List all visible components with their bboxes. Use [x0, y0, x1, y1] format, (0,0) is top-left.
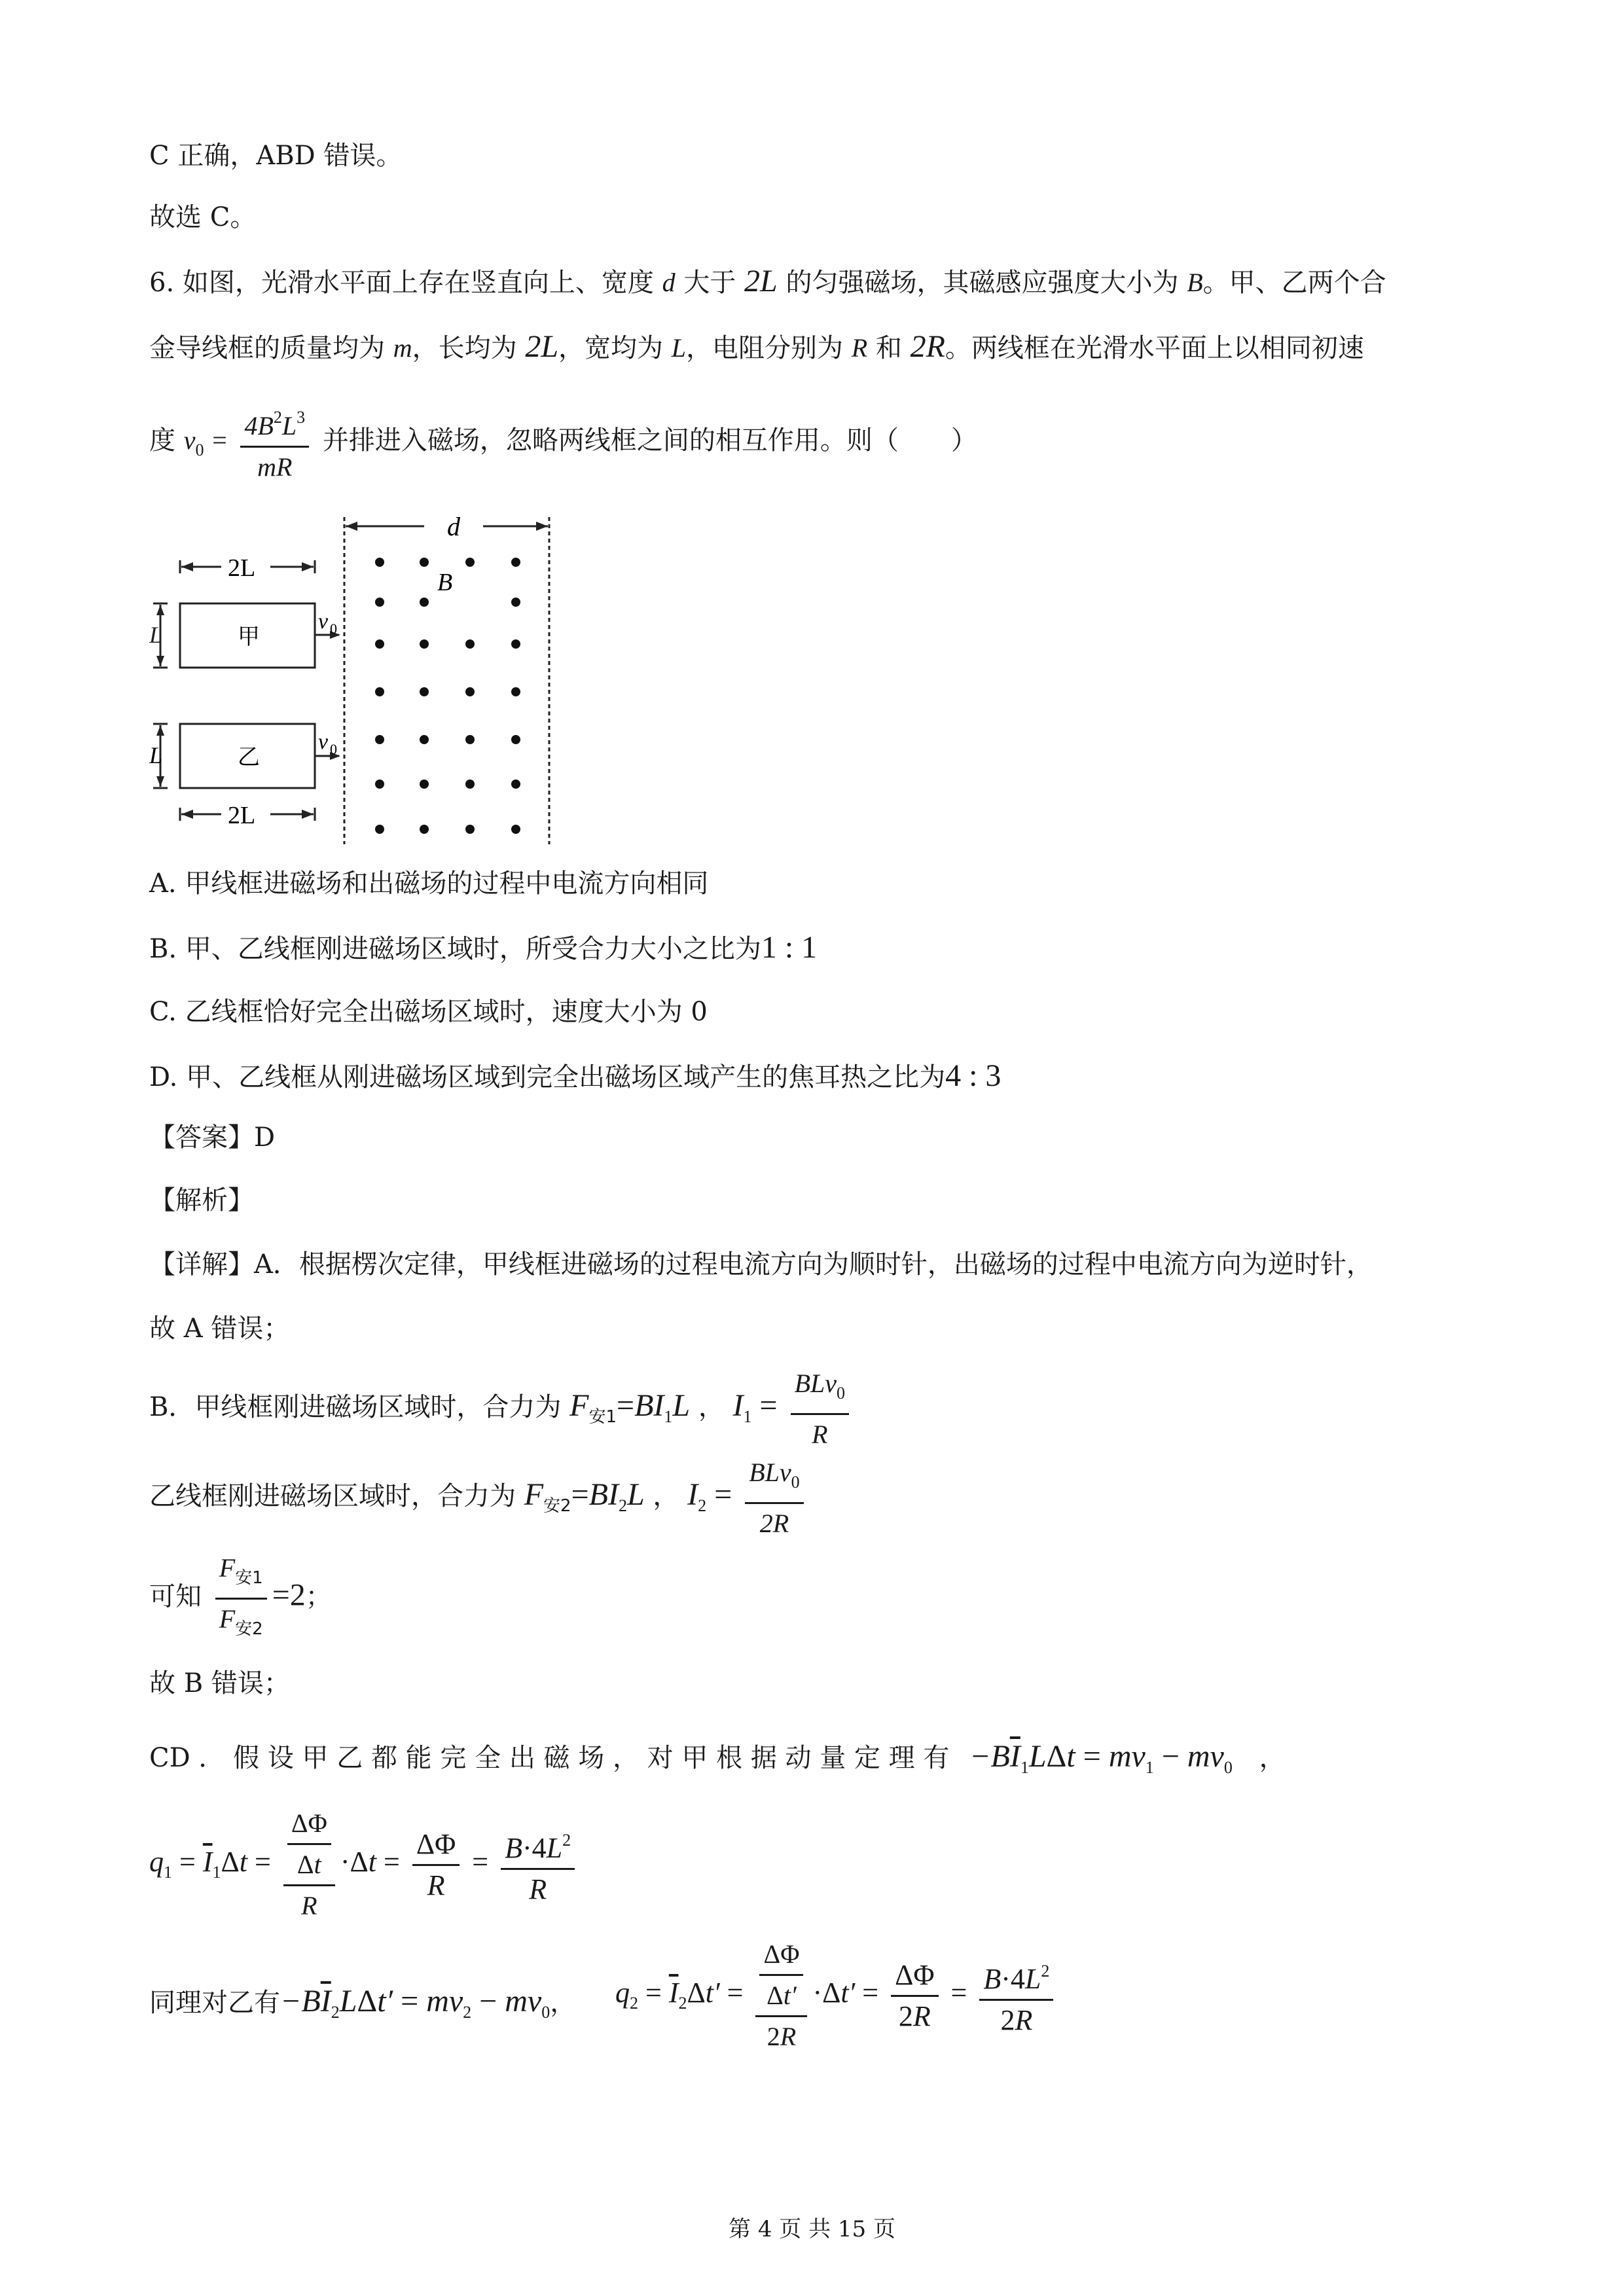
question-line-2: 金导线框的质量均为 m，长均为 2L，宽均为 L，电阻分别为 R 和 2R。两线框在光滑水平面上以相同初速 [149, 329, 1364, 364]
field-dot [420, 825, 429, 834]
svg-text:0: 0 [330, 620, 337, 637]
frame-yi-label: 乙 [238, 744, 260, 770]
b-line-3: 可知 $\frac{F_{安1}}{F_{安2}}$ =2； [149, 1551, 332, 1646]
line-conclusion: C 正确，ABD 错误。 [149, 141, 403, 171]
cd-line-1: CD ． 假 设 甲 乙 都 能 完 全 出 磁 场 ， 对 甲 根 据 动 量 定 理 有 $-B\overline{I}_1L\Delta t = mv_1 - mv_0$ ， [149, 1739, 1286, 1777]
field-dot [375, 639, 384, 649]
detail-line-2: 故 A 错误； [149, 1314, 290, 1344]
field-dot [375, 687, 384, 696]
field-dot [465, 639, 475, 649]
equation-q2: $q_2 = \overline{I}_2\Delta t'$ = $\frac{\frac{\Delta\Phi}{\Delta t'}}{2R}$ ·Δt′ = $\frac{\Delta\Phi}{2R}$ = $\frac{B\cdot 4L^2}{2R}$ [615, 1937, 1058, 2054]
label-v0-top: v [318, 609, 329, 634]
magnetic-field-figure [149, 511, 568, 851]
field-dot [465, 558, 475, 567]
field-dot [375, 825, 384, 834]
field-dot [465, 825, 475, 834]
field-dot [511, 598, 520, 607]
field-dot [375, 558, 384, 567]
option-b: B. 甲、乙线框刚进磁场区域时，所受合力大小之比为1 : 1 [149, 930, 818, 965]
question-line-1: 6. 如图，光滑水平面上存在竖直向上、宽度 d 大于 2L 的匀强磁场，其磁感应强度大小为 B。甲、乙两个合 [149, 264, 1386, 298]
b-line-1: B．甲线框刚进磁场区域时，合力为 $F_{安1}=BI_1L$ ， $I_1$ = $\frac{BLv_0}{R}$ [149, 1367, 854, 1452]
field-dot [465, 780, 475, 789]
label-L-bottom: L [149, 742, 163, 768]
field-dot [375, 735, 384, 744]
detail-line-1: 【详解】A．根据楞次定律，甲线框进磁场的过程电流方向为顺时针，出磁场的过程中电流方向为逆时针， [149, 1249, 1373, 1280]
option-c: C. 乙线框恰好完全出磁场区域时，速度大小为 0 [149, 997, 708, 1027]
page-footer: 第 4 页 共 15 页 [729, 2216, 895, 2242]
label-B: B [437, 569, 453, 596]
field-dot [465, 735, 475, 744]
field-dot [511, 825, 520, 834]
answer: 【答案】D [149, 1122, 276, 1153]
cd-line-3: 同理对乙有$-B\overline{I}_2L\Delta t' = mv_2 - mv_0$， [149, 1984, 577, 2022]
field-dot [375, 598, 384, 607]
label-v0-bottom: v [318, 730, 329, 754]
label-d: d [447, 512, 460, 541]
field-dot [375, 780, 384, 789]
field-dots [375, 558, 520, 834]
field-dot [420, 687, 429, 696]
b-line-2: 乙线框刚进磁场区域时，合力为 $F_{安2}=BI_2L$ ， $I_2$ = $\frac{BLv_0}{2R}$ [149, 1456, 809, 1541]
label-2L-top: 2L [228, 554, 256, 582]
svg-text:0: 0 [330, 741, 337, 757]
field-dot [420, 598, 429, 607]
question-line-3: 度 $v_0$ = $\frac{4B^2L^3}{mR}$ 并排进入磁场，忽略两线框之间的相互作用。则（ ） [149, 401, 977, 484]
option-a: A. 甲线框进磁场和出磁场的过程中电流方向相同 [149, 869, 709, 899]
analysis-heading: 【解析】 [149, 1185, 254, 1215]
field-dot [511, 735, 520, 744]
field-dot [465, 687, 475, 696]
field-dot [420, 780, 429, 789]
field-dot [420, 558, 429, 567]
label-2L-bottom: 2L [228, 802, 256, 829]
line-choice: 故选 C。 [149, 202, 257, 232]
equation-q1: $q_1 = \overline{I}_1\Delta t$ = $\frac{\frac{\Delta\Phi}{\Delta t}}{R}$ ·Δt = $\frac{\Delta\Phi}{R}$ = $\frac{B\cdot 4L^2}{R}$ [149, 1806, 580, 1923]
frame-jia-label: 甲 [238, 624, 260, 650]
b-line-4: 故 B 错误； [149, 1668, 290, 1698]
field-dot [511, 639, 520, 649]
option-d: D. 甲、乙线框从刚进磁场区域到完全出磁场区域产生的焦耳热之比为4 : 3 [149, 1058, 1001, 1093]
field-dot [511, 687, 520, 696]
field-dot [511, 780, 520, 789]
field-dot [511, 558, 520, 567]
label-L-top: L [149, 622, 163, 648]
field-dot [420, 735, 429, 744]
field-dot [420, 639, 429, 649]
